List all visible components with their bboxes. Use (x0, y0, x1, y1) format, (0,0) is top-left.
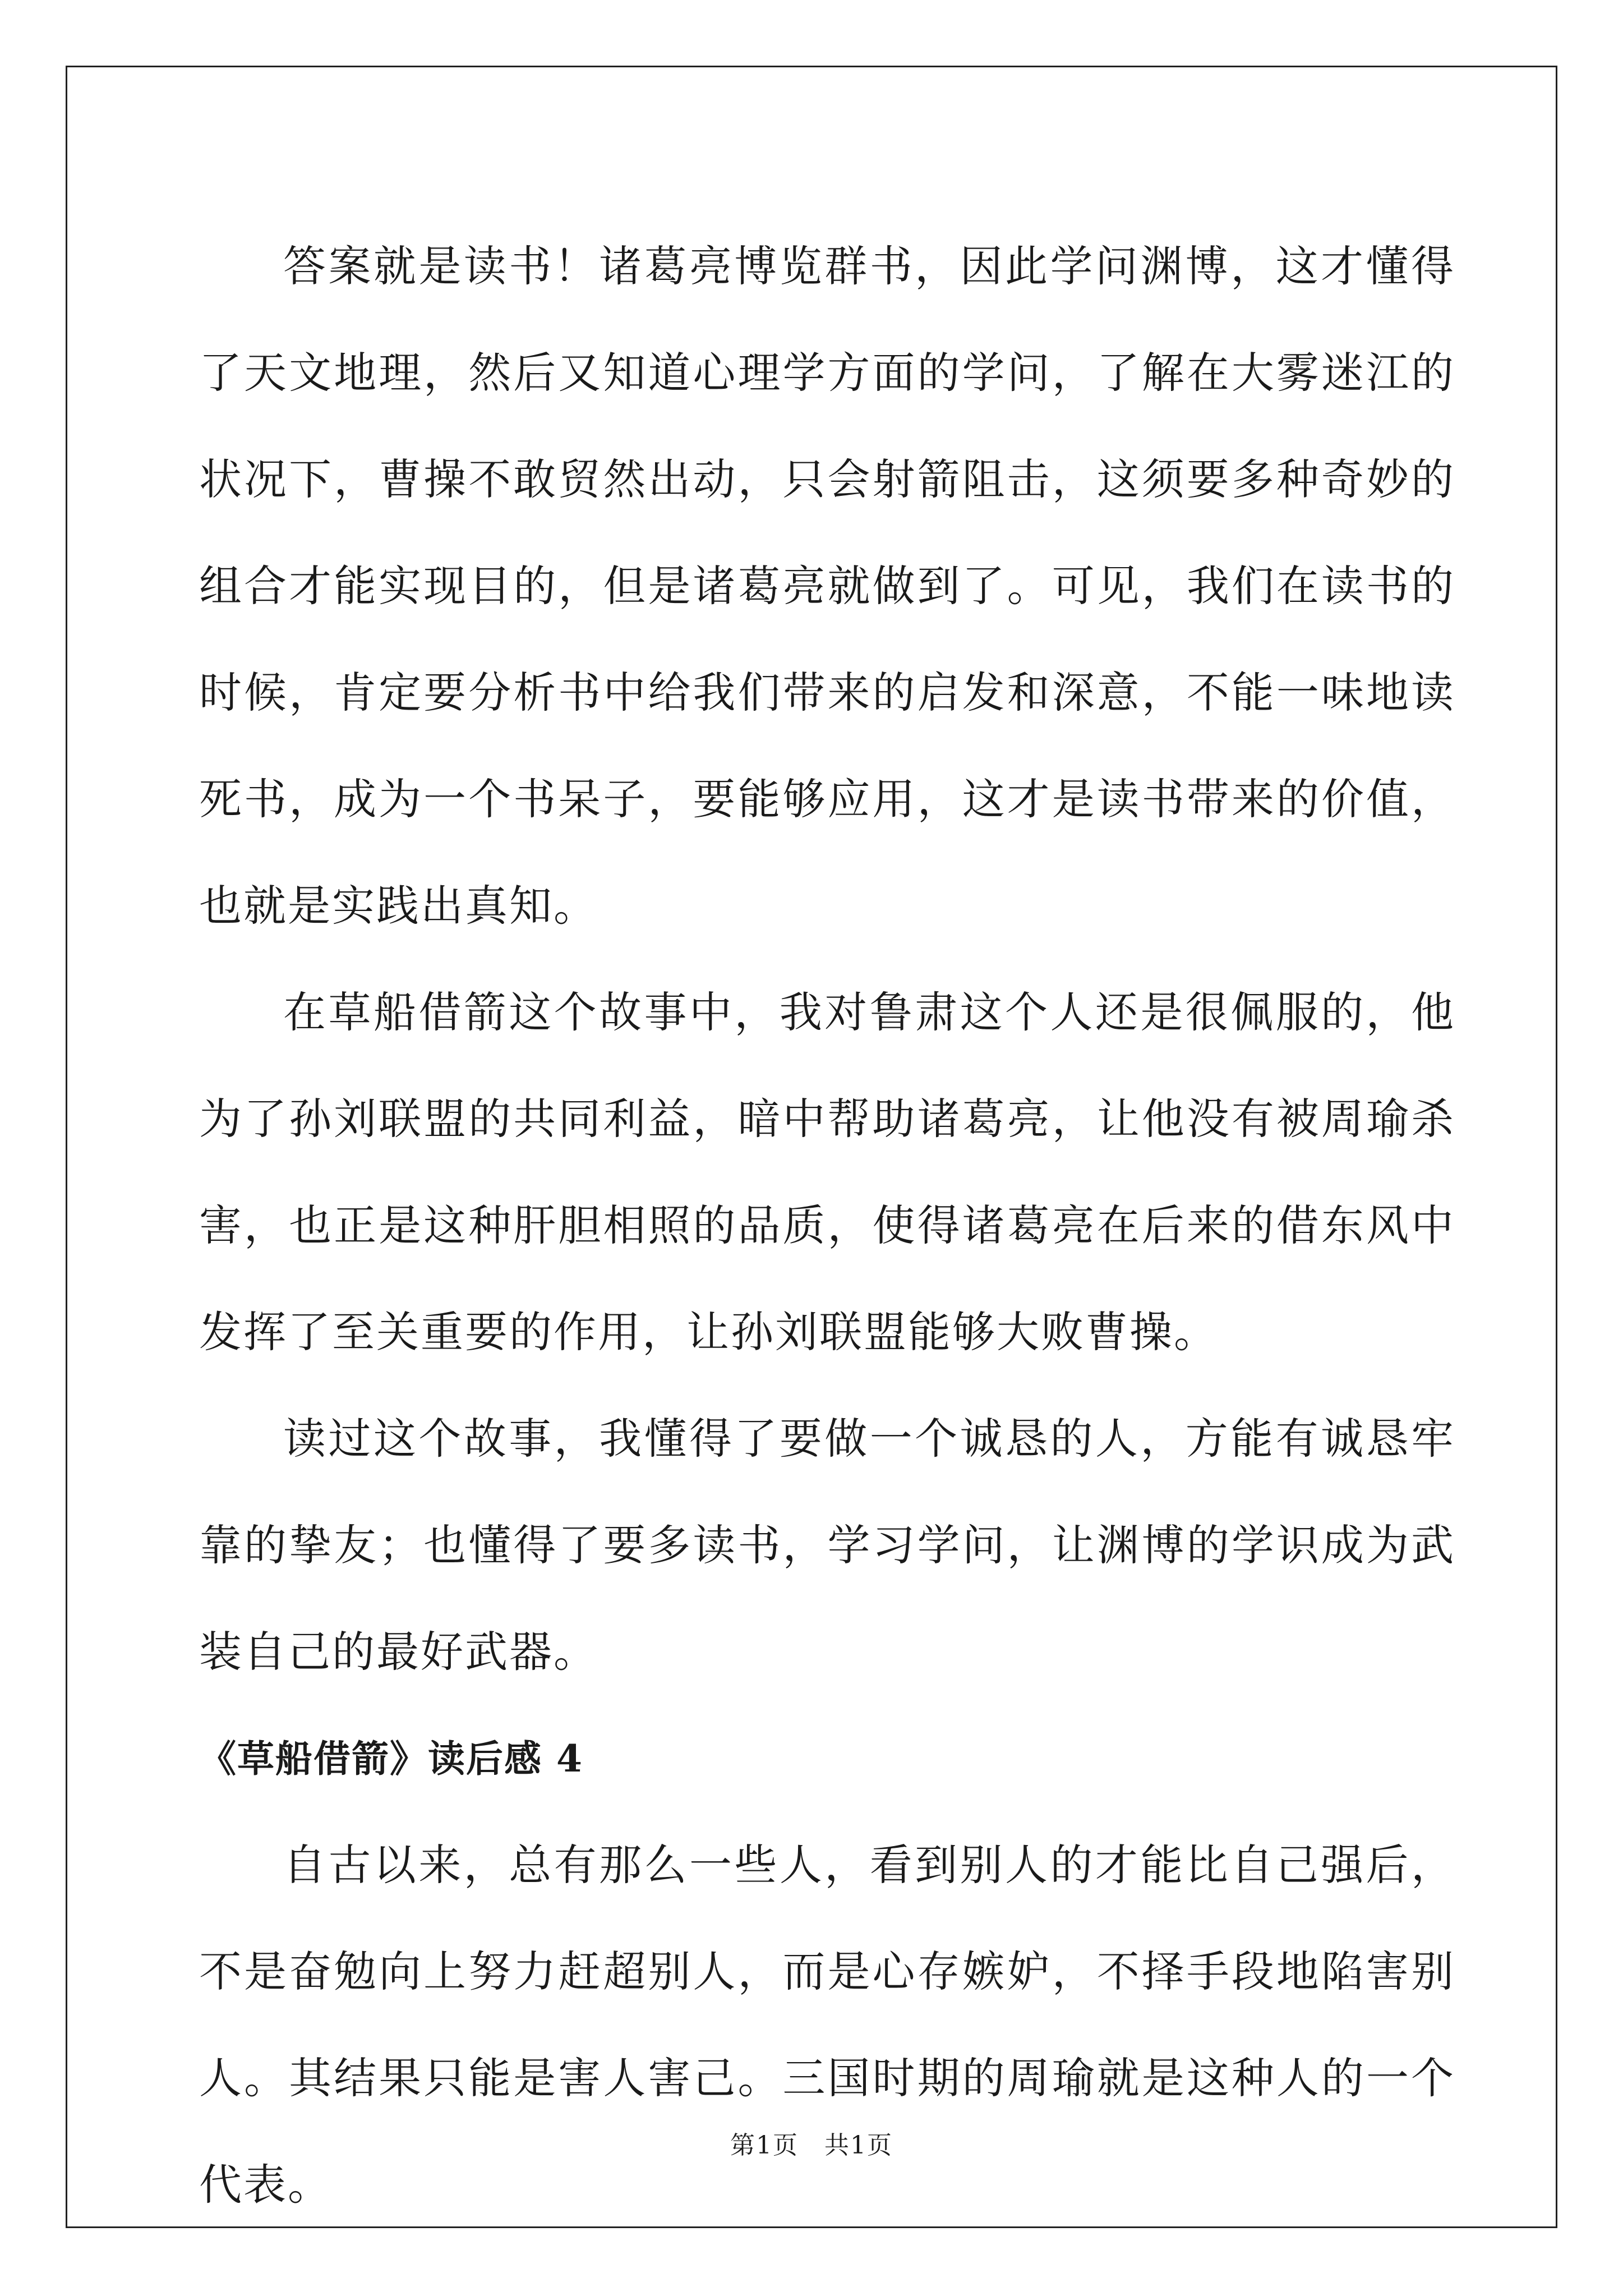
section-heading: 《草船借箭》读后感 4 (199, 1737, 583, 1780)
paragraph-4: 自古以来，总有那么一些人，看到别人的才能比自己强后，不是奋勉向上努力赶超别人，而是心存嫉妒，不择手段地陷害别人。其结果只能是害人害己。三国时期的周瑜就是这种人的一个代表。 (199, 1840, 1455, 2210)
document-body (199, 213, 1455, 2238)
paragraph-3: 读过这个故事，我懂得了要做一个诚恳的人，方能有诚恳牢靠的挚友；也懂得了要多读书，学习学问，让渊博的学识成为武装自己的最好武器。 (199, 1414, 1455, 1677)
paragraph-1: 答案就是读书！诸葛亮博览群书，因此学问渊博，这才懂得了天文地理，然后又知道心理学方面的学问，了解在大雾迷江的状况下，曹操不敢贸然出动，只会射箭阻击，这须要多种奇妙的组合才能实现目的，但是诸葛亮就做到了。可见，我们在读书的时候，肯定要分析书中给我们带来的启发和深意，不能一味地读死书，成为一个书呆子，要能够应用，这才是读书带来的价值，也就是实践出真知。 (199, 241, 1455, 931)
paragraph-2: 在草船借箭这个故事中，我对鲁肃这个人还是很佩服的，他为了孙刘联盟的共同利益，暗中帮助诸葛亮，让他没有被周瑜杀害，也正是这种肝胆相照的品质，使得诸葛亮在后来的借东风中发挥了至关重要的作用，让孙刘联盟能够大败曹操。 (199, 987, 1455, 1357)
page-footer: 第1页 共1页 (730, 2131, 893, 2160)
